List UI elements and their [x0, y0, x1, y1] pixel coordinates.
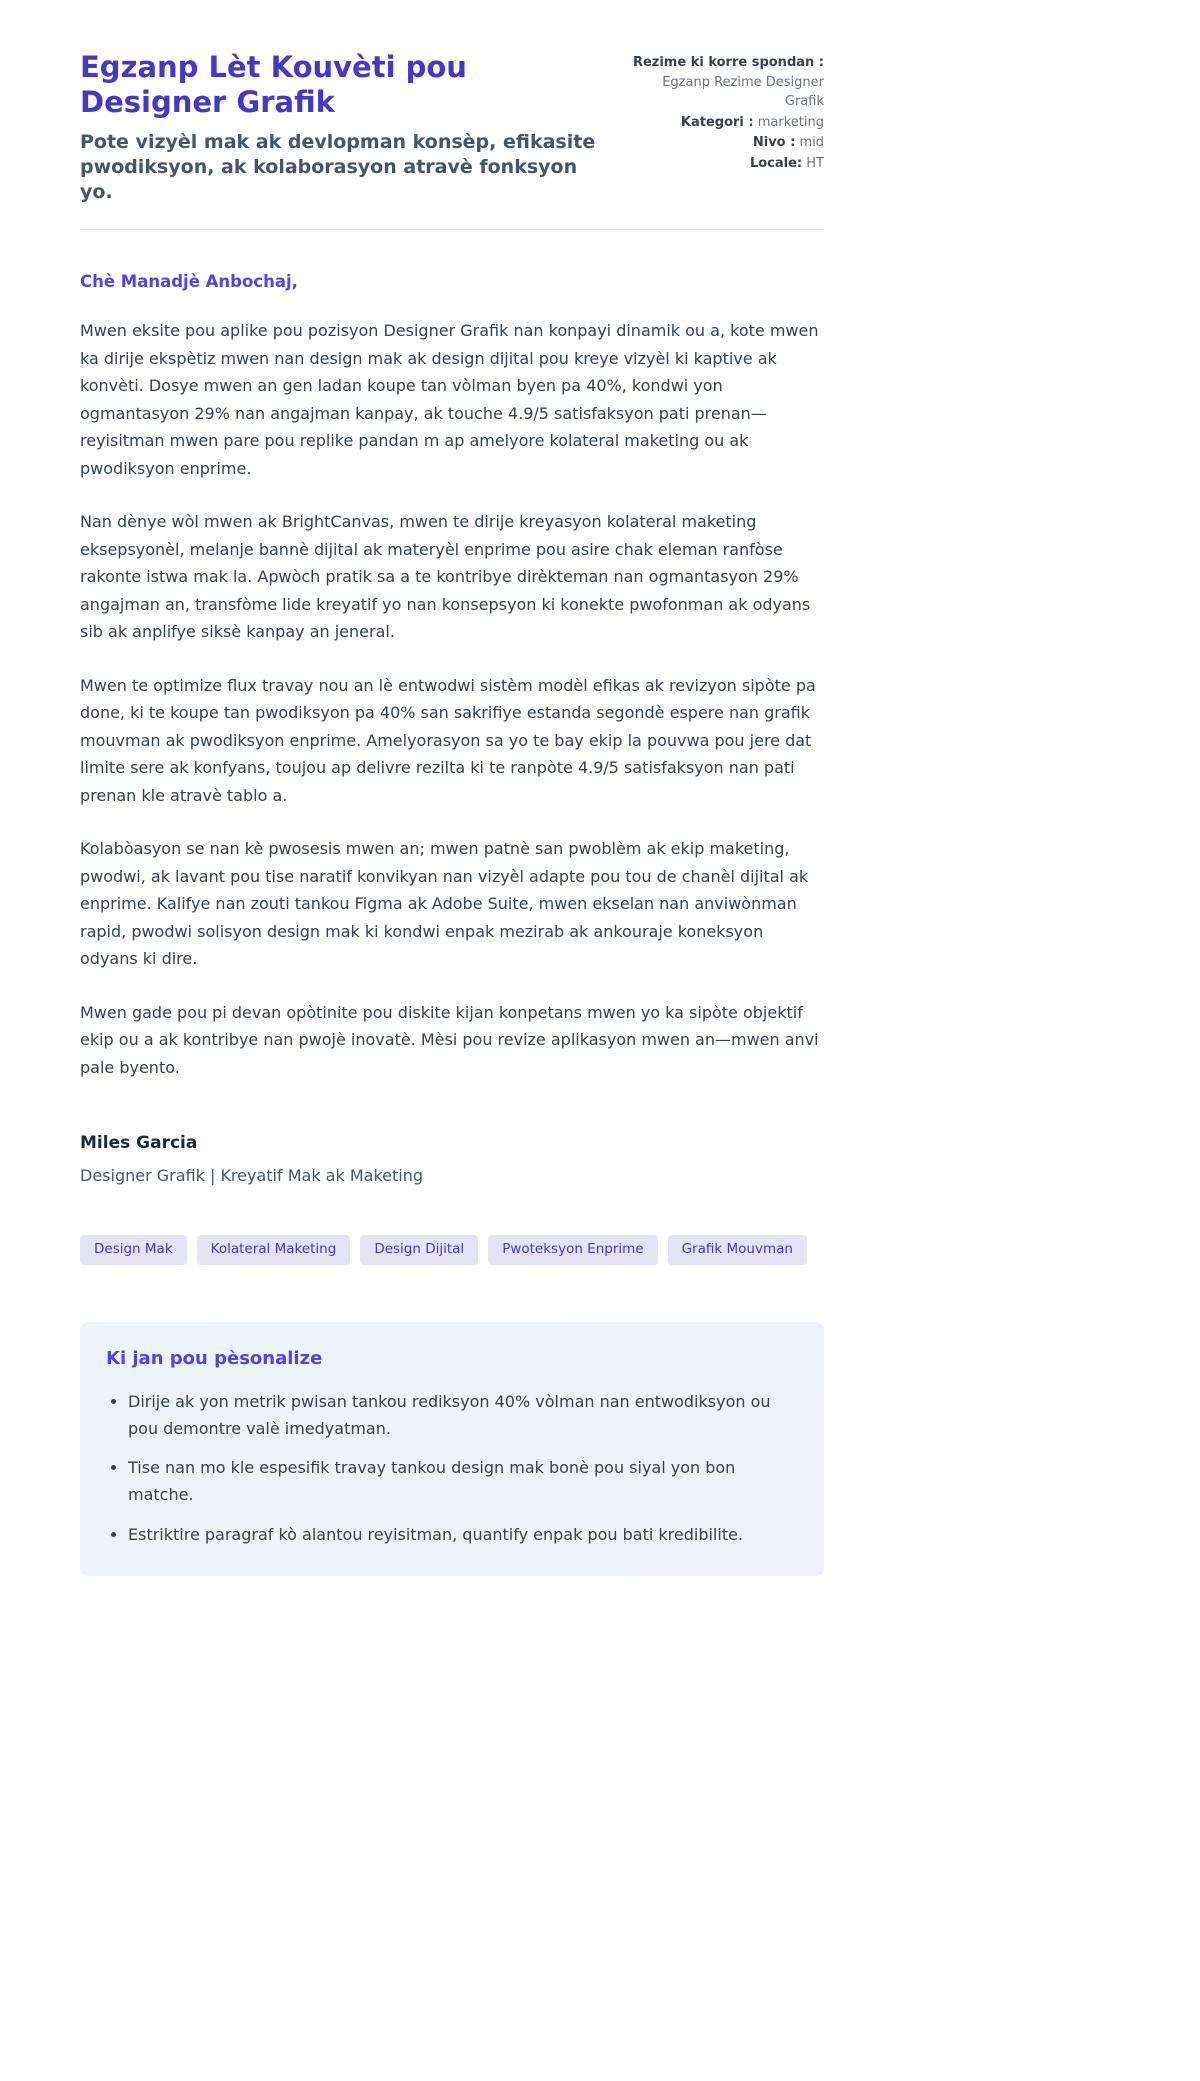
meta-category-row: [628, 113, 824, 133]
meta-level-value: mid: [799, 135, 824, 150]
tag-grafik-mouvman: Grafik Mouvman: [668, 1235, 807, 1265]
letter-paragraph-1: Mwen eksite pou aplike pou pozisyon Designer Grafik nan konpayi dinamik ou a, kote mwen ka dirije ekspètiz mwen nan design mak ak design dijital pou kreye vizyèl ki kaptive ak konvèti. Dosye mwen an gen ladan koupe tan vòlman byen pa 40%, kondwi yon ogmantasyon 29% nan angajman kanpay, ak touche 4.9/5 satisfaksyon pati prenan—reyisitman mwen pare pou replike pandan m ap amelyore kolateral maketing ou ak pwodiksyon enprime.: [80, 320, 819, 478]
signature-title: Designer Grafik | Kreyatif Mak ak Maketing: [80, 1166, 423, 1186]
page-title: Egzanp Lèt Kouvèti pou Designer Grafik: [80, 50, 467, 120]
letter-greeting: Chè Manadjè Anbochaj,: [80, 271, 298, 291]
tips-box: [80, 1322, 824, 1576]
tip-item-2: • Tise nan mo kle espesifik travay tankou design mak bonè pou siyal yon bon matche.: [128, 1454, 798, 1508]
meta-resume-value: Egzanp Rezime Designer Grafik: [662, 74, 824, 109]
meta-resume-row: [628, 53, 824, 112]
letter-paragraph-2: Nan dènye wòl mwen ak BrightCanvas, mwen te dirije kreyasyon kolateral maketing eksepsyonèl, melanje bannè dijital ak materyèl enprime pou asire chak eleman ranfòse rakonte istwa mak la. Apwòch pratik sa a te kontribye dirèkteman nan ogmantasyon 29% angajman an, transfòme lide kreyatif yo nan konsepsyon ki konekte pwofonman ak odyans sib ak anplifye siksè kanpay an jeneral.: [80, 512, 811, 642]
meta-category-value: marketing: [757, 114, 824, 130]
meta-locale-row: [628, 154, 824, 174]
meta-locale-label: Locale:: [749, 155, 803, 171]
tag-design-dijital: Design Dijital: [360, 1235, 478, 1265]
signature-name: Miles Garcia: [80, 1133, 198, 1154]
tag-pwoteksyon-enprime: Pwoteksyon Enprime: [488, 1235, 657, 1265]
meta-level-row: [628, 133, 824, 153]
tip-item-1: • Dirije ak yon metrik pwisan tankou rediksyon 40% vòlman nan entwodiksyon ou pou demontre valè imedyatman.: [128, 1388, 798, 1442]
meta-locale-value: HT: [806, 155, 824, 171]
meta-category-label: Kategori :: [680, 114, 754, 130]
header-divider: [80, 229, 824, 230]
tips-list: [106, 1388, 798, 1548]
tag-kolateral-maketing: Kolateral Maketing: [197, 1235, 351, 1265]
letter-paragraph-4: Kolabòasyon se nan kè pwosesis mwen an; mwen patnè san pwoblèm ak ekip maketing, pwodwi, ak lavant pou tise naratif konvikyan nan vizyèl adapte pou tou de chanèl dijital ak enprime. Kalifye nan zouti tankou Figma ak Adobe Suite, mwen ekselan nan anviwònman rapid, pwodwi solisyon design mak ki kondwi enpak mezirab ak ankouraje koneksyon odyans ki dire.: [80, 839, 809, 969]
meta-level-label: Nivo :: [752, 135, 796, 150]
cover-letter-page: [80, 0, 824, 1576]
letter-body: [80, 272, 824, 1185]
page-subtitle: Pote vizyèl mak ak devlopman konsèp, efikasite pwodiksyon, ak kolaborasyon atravè fonksyon yo.: [80, 130, 596, 203]
tip-item-3: • Estriktire paragraf kò alantou reyisitman, quantify enpak pou bati kredibilite.: [128, 1521, 798, 1548]
meta-panel: [628, 50, 824, 205]
tag-design-mak: Design Mak: [80, 1235, 187, 1265]
header-title-block: [80, 50, 604, 205]
header: [80, 50, 824, 205]
meta-resume-label: Rezime ki korre spondan :: [632, 55, 824, 70]
letter-paragraph-5: Mwen gade pou pi devan opòtinite pou diskite kijan konpetans mwen yo ka sipòte objektif ekip ou a ak kontribye nan pwojè inovatè. Mèsi pou revize aplikasyon mwen an—mwen anvi pale byento.: [80, 1002, 819, 1077]
letter-paragraph-3: Mwen te optimize flux travay nou an lè entwodwi sistèm modèl efikas ak revizyon sipòte pa done, ki te koupe tan pwodiksyon pa 40% san sakrifiye estanda segondè espere nan grafik mouvman ak pwodiksyon enprime. Amelyorasyon sa yo te bay ekip la pouvwa pou jere dat limite sere ak konfyans, toujou ap delivre rezilta ki te ranpòte 4.9/5 satisfaksyon nan pati prenan kle atravè tablo a.: [80, 675, 816, 805]
tips-heading: Ki jan pou pèsonalize: [106, 1347, 323, 1369]
tag-list: [80, 1235, 824, 1265]
